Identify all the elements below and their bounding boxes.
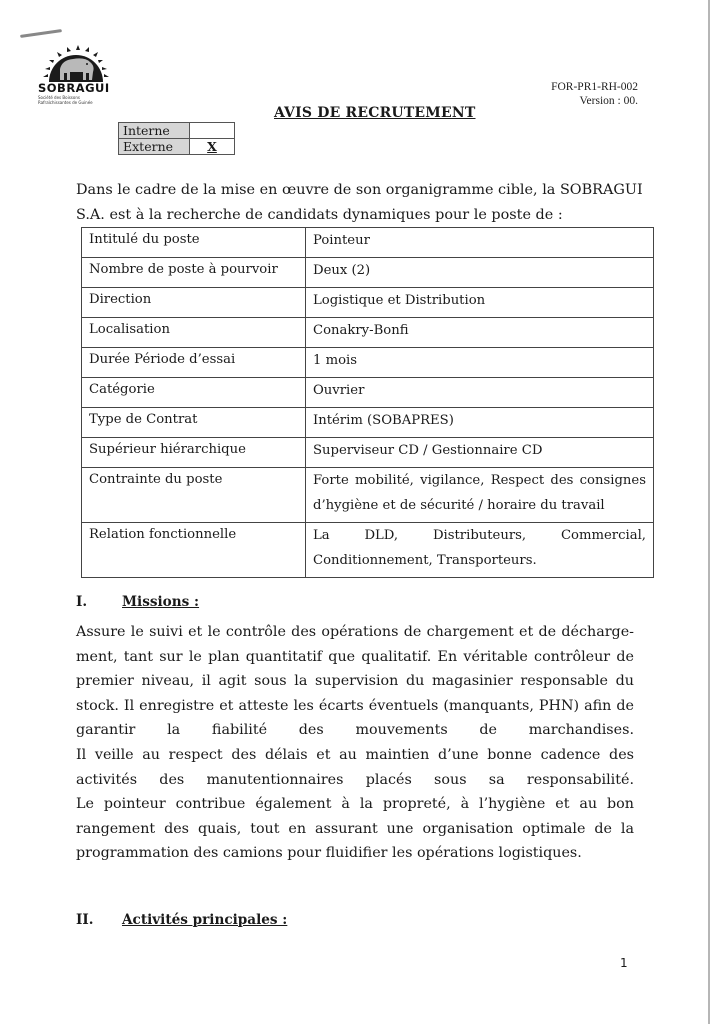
recruitment-type-box: [118, 122, 235, 155]
intro-paragraph: Dans le cadre de la mise en œuvre de son organigramme cible, la SOBRAGUI S.A. est à la recherche de candidats dynamiques pour le poste de :: [76, 182, 643, 223]
row-key: Type de Contrat: [82, 408, 306, 438]
recruitment-type-internal: [119, 123, 235, 139]
row-key: Nombre de poste à pourvoir: [82, 258, 306, 288]
form-reference: [551, 80, 638, 108]
company-logo: [38, 42, 114, 105]
table-row: [82, 408, 654, 438]
row-value: Deux (2): [306, 258, 654, 288]
job-details-table: [81, 227, 654, 578]
row-value: Superviseur CD / Gestionnaire CD: [306, 438, 654, 468]
row-key: Catégorie: [82, 378, 306, 408]
type-checkbox: X: [190, 139, 235, 155]
section-title: Missions :: [122, 594, 200, 610]
table-row: [82, 468, 654, 523]
missions-paragraph: Assure le suivi et le contrôle des opérations de chargement et de décharge-ment, tant sur le plan quantitatif que qualitatif. En véritable contrôleur de premier niveau, il agit sous la supervision du magasinier responsable du stock. Il enregistre et atteste les écarts éventuels (manquants, PHN) afin de garantir la fiabilité des mouvements de marchandises.: [76, 624, 634, 739]
row-key: Localisation: [82, 318, 306, 348]
row-value: Pointeur: [306, 228, 654, 258]
form-code: FOR-PR1-RH-002: [551, 81, 638, 93]
missions-paragraph: Le pointeur contribue également à la propreté, à l’hygiène et au bon rangement des quais, tout en assurant une organisation optimale de la programmation des camions pour fluidifier les opérations logistiques.: [76, 796, 634, 862]
row-value: Conakry-Bonfi: [306, 318, 654, 348]
row-key: Relation fonctionnelle: [82, 523, 306, 578]
type-checkbox: [190, 123, 235, 139]
type-label: Interne: [119, 123, 190, 139]
section-number: II.: [76, 912, 94, 928]
row-value: 1 mois: [306, 348, 654, 378]
elephant-sun-logo-icon: [43, 42, 109, 82]
row-value: La DLD, Distributeurs, Commercial, Conditionnement, Transporteurs.: [306, 523, 654, 578]
section-number: I.: [76, 594, 88, 610]
row-value: Logistique et Distribution: [306, 288, 654, 318]
scan-mark: [20, 29, 62, 38]
row-value: Intérim (SOBAPRES): [306, 408, 654, 438]
type-label: Externe: [119, 139, 190, 155]
table-row: [82, 523, 654, 578]
logo-name: SOBRAGUI: [38, 81, 110, 95]
row-key: Intitulé du poste: [82, 228, 306, 258]
section-title: Activités principales :: [122, 912, 288, 928]
section-heading-missions: [76, 594, 199, 610]
scan-edge-line: [708, 0, 710, 1024]
table-row: [82, 348, 654, 378]
row-key: Durée Période d’essai: [82, 348, 306, 378]
table-row: [82, 438, 654, 468]
row-key: Direction: [82, 288, 306, 318]
logo-subtitle-1: Société des Boissons: [38, 95, 80, 100]
table-row: [82, 318, 654, 348]
row-value: Forte mobilité, vigilance, Respect des consignes d’hygiène et de sécurité / horaire du travail: [306, 468, 654, 523]
recruitment-type-external: [119, 139, 235, 155]
table-row: [82, 288, 654, 318]
table-row: [82, 378, 654, 408]
table-row: [82, 258, 654, 288]
logo-subtitle-2: Rafraîchissantes de Guinée: [38, 100, 93, 105]
page-number: 1: [620, 956, 628, 970]
form-version: Version : 00.: [579, 95, 638, 107]
row-key: Contrainte du poste: [82, 468, 306, 523]
section-heading-activities: [76, 912, 287, 928]
row-value: Ouvrier: [306, 378, 654, 408]
row-key: Supérieur hiérarchique: [82, 438, 306, 468]
document-title: AVIS DE RECRUTEMENT: [274, 105, 476, 121]
missions-body: [76, 620, 634, 866]
table-row: [82, 228, 654, 258]
missions-paragraph: Il veille au respect des délais et au maintien d’une bonne cadence des activités des manutentionnaires placés sous sa responsabilité.: [76, 746, 634, 788]
